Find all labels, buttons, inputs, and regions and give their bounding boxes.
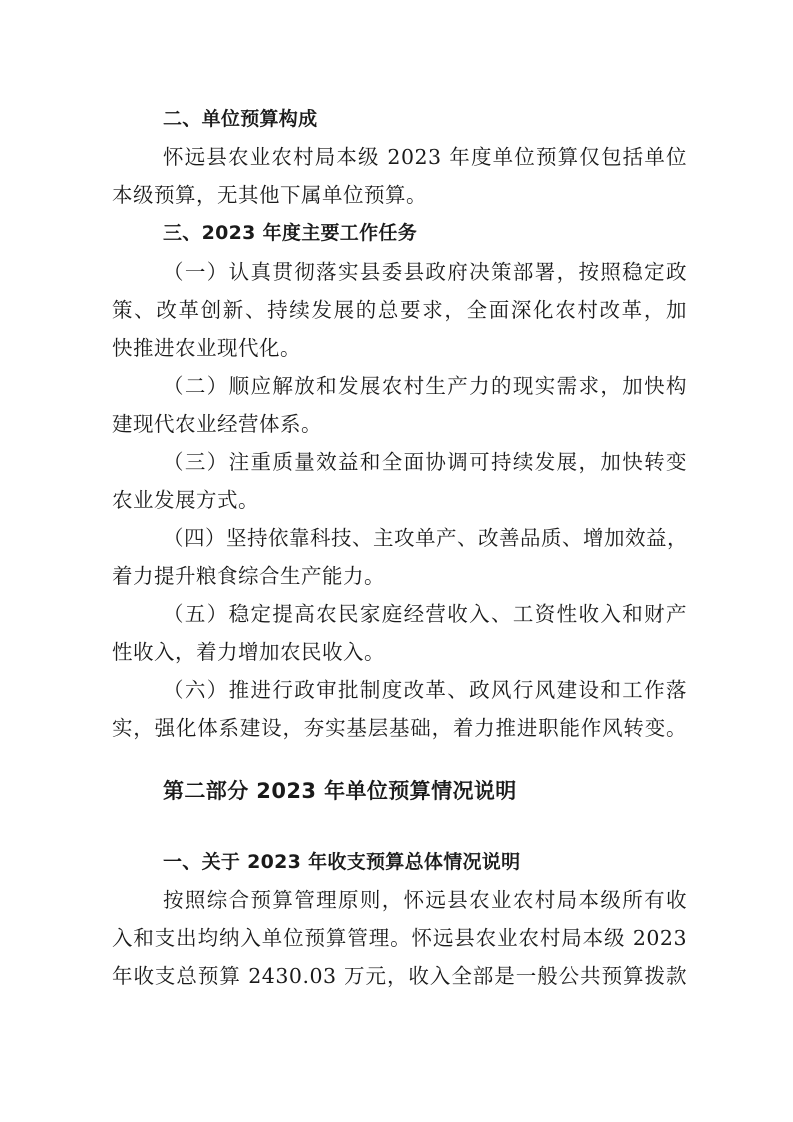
task-item-line: （五）稳定提高农民家庭经营收入、工资性收入和财产	[163, 602, 687, 626]
section-heading-budget-overview: 一、关于 2023 年收支预算总体情况说明	[163, 851, 521, 873]
part-two-title: 第二部分 2023 年单位预算情况说明	[163, 779, 517, 803]
task-item-line: 策、改革创新、持续发展的总要求，全面深化农村改革，加	[112, 298, 687, 322]
task-item-line: 建现代农业经营体系。	[112, 412, 322, 436]
task-item-line: （六）推进行政审批制度改革、政风行风建设和工作落	[163, 678, 687, 702]
task-item-line: 农业发展方式。	[112, 488, 259, 512]
paragraph-line: 怀远县农业农村局本级 2023 年度单位预算仅包括单位	[163, 145, 687, 169]
task-item-line: 实，强化体系建设，夯实基层基础，着力推进职能作风转变。	[112, 716, 687, 740]
paragraph-line: 入和支出均纳入单位预算管理。怀远县农业农村局本级 2023	[112, 926, 687, 950]
paragraph-line: 年收支总预算 2430.03 万元，收入全部是一般公共预算拨款	[112, 964, 687, 988]
section-heading-unit-budget-composition: 二、单位预算构成	[163, 108, 318, 130]
task-item-line: 快推进农业现代化。	[112, 336, 301, 360]
task-item-line: 性收入，着力增加农民收入。	[112, 640, 385, 664]
task-item-line: （四）坚持依靠科技、主攻单产、改善品质、增加效益，	[163, 526, 688, 550]
task-item-line: （三）注重质量效益和全面协调可持续发展，加快转变	[163, 450, 687, 474]
paragraph-line: 按照综合预算管理原则，怀远县农业农村局本级所有收	[163, 888, 687, 912]
paragraph-line: 本级预算，无其他下属单位预算。	[112, 183, 427, 207]
task-item-line: 着力提升粮食综合生产能力。	[112, 564, 385, 588]
task-item-line: （二）顺应解放和发展农村生产力的现实需求，加快构	[163, 374, 687, 398]
section-heading-main-tasks: 三、2023 年度主要工作任务	[163, 222, 417, 244]
task-item-line: （一）认真贯彻落实县委县政府决策部署，按照稳定政	[163, 260, 687, 284]
